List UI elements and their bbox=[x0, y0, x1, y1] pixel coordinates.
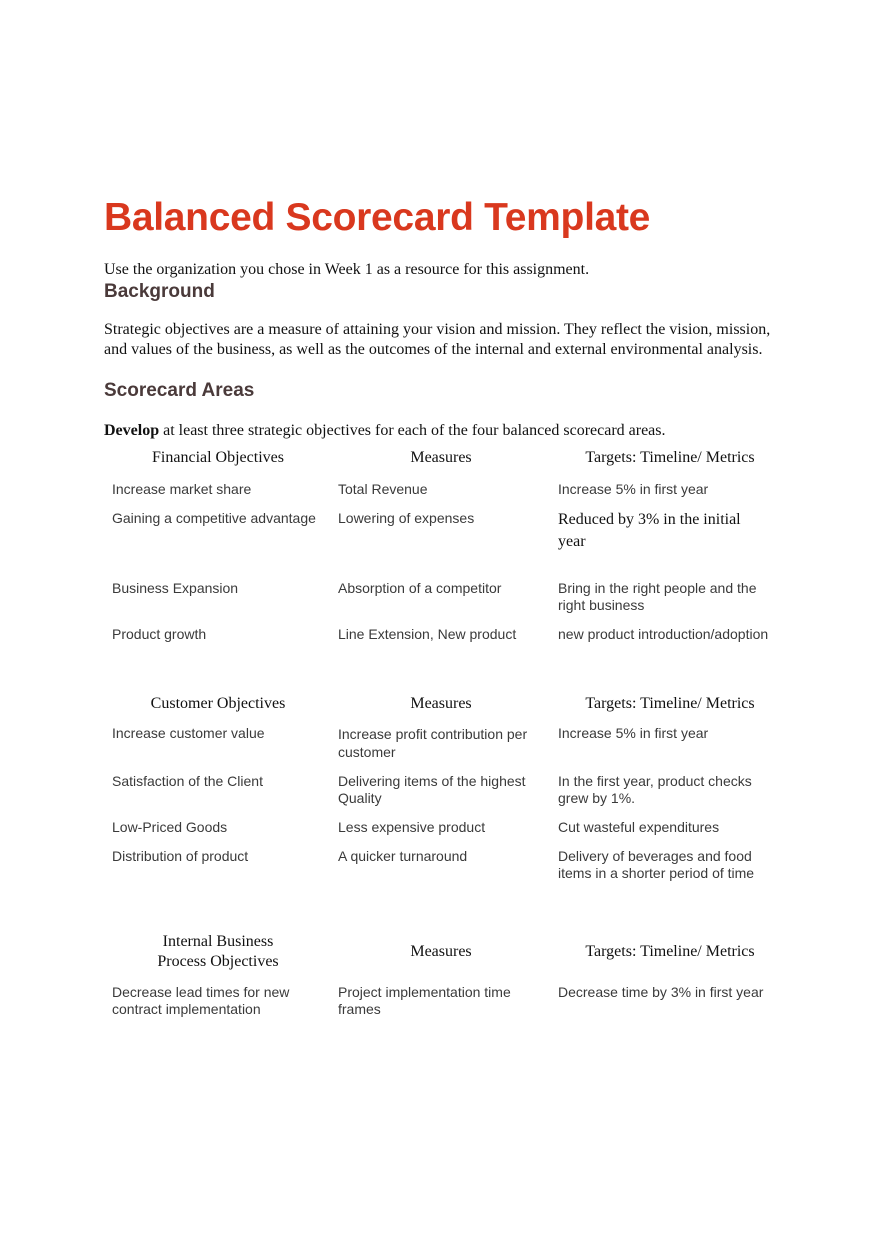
table-cell: Absorption of a competitor bbox=[338, 580, 502, 596]
table-cell: In the first year, product checks grew by 1%. bbox=[558, 773, 752, 806]
table-cell: A quicker turnaround bbox=[338, 848, 468, 864]
column-header: Targets: Timeline/ Metrics bbox=[585, 695, 755, 712]
table-cell: Increase 5% in first year bbox=[558, 725, 709, 741]
scorecard-instruction bbox=[104, 421, 666, 441]
table-cell: Increase market share bbox=[112, 481, 252, 497]
table-cell: Decrease lead times for new contract implementation bbox=[112, 984, 290, 1017]
column-header: Financial Objectives bbox=[152, 449, 284, 466]
column-header: Measures bbox=[410, 943, 472, 960]
table-cell: Increase customer value bbox=[112, 725, 265, 741]
scorecard-heading: Scorecard Areas bbox=[104, 380, 255, 401]
table-cell: Total Revenue bbox=[338, 481, 428, 497]
instruction-bold: Develop bbox=[104, 422, 160, 439]
table-cell: Increase profit contribution per customer bbox=[338, 726, 528, 760]
table-cell: Gaining a competitive advantage bbox=[112, 510, 316, 526]
table-cell: Delivering items of the highest Quality bbox=[338, 773, 526, 806]
table-cell: Satisfaction of the Client bbox=[112, 773, 263, 789]
column-header: Measures bbox=[410, 695, 472, 712]
table-cell: Bring in the right people and the right business bbox=[558, 580, 757, 613]
table-cell: Decrease time by 3% in first year bbox=[558, 984, 764, 1000]
table-cell: Project implementation time frames bbox=[338, 984, 511, 1017]
background-heading: Background bbox=[104, 281, 215, 302]
table-cell: Line Extension, New product bbox=[338, 626, 517, 642]
table-cell: Distribution of product bbox=[112, 848, 249, 864]
page-title: Balanced Scorecard Template bbox=[104, 196, 651, 239]
table-cell: Business Expansion bbox=[112, 580, 239, 596]
column-header: Targets: Timeline/ Metrics bbox=[585, 943, 755, 960]
table-cell: Low-Priced Goods bbox=[112, 819, 228, 835]
table-cell: Reduced by 3% in the initial year bbox=[558, 511, 741, 550]
table-cell: Less expensive product bbox=[338, 819, 486, 835]
table-cell: new product introduction/adoption bbox=[558, 626, 769, 642]
table-cell: Lowering of expenses bbox=[338, 510, 475, 526]
background-text: Strategic objectives are a measure of attaining your vision and mission. They reflect the vision, mission, and values of the business, as well as the outcomes of the internal and external environmental analysis. bbox=[104, 321, 771, 358]
table-cell: Delivery of beverages and food items in a shorter period of time bbox=[558, 848, 755, 881]
intro-text: Use the organization you chose in Week 1 as a resource for this assignment. bbox=[104, 261, 590, 278]
column-header: Targets: Timeline/ Metrics bbox=[585, 449, 755, 466]
column-header: Measures bbox=[410, 449, 472, 466]
column-header: Internal Business Process Objectives bbox=[157, 933, 279, 970]
column-header: Customer Objectives bbox=[150, 695, 286, 712]
table-cell: Cut wasteful expenditures bbox=[558, 819, 720, 835]
instruction-rest: at least three strategic objectives for each of the four balanced scorecard areas. bbox=[159, 422, 666, 439]
table-cell: Product growth bbox=[112, 626, 207, 642]
table-cell: Increase 5% in first year bbox=[558, 481, 709, 497]
